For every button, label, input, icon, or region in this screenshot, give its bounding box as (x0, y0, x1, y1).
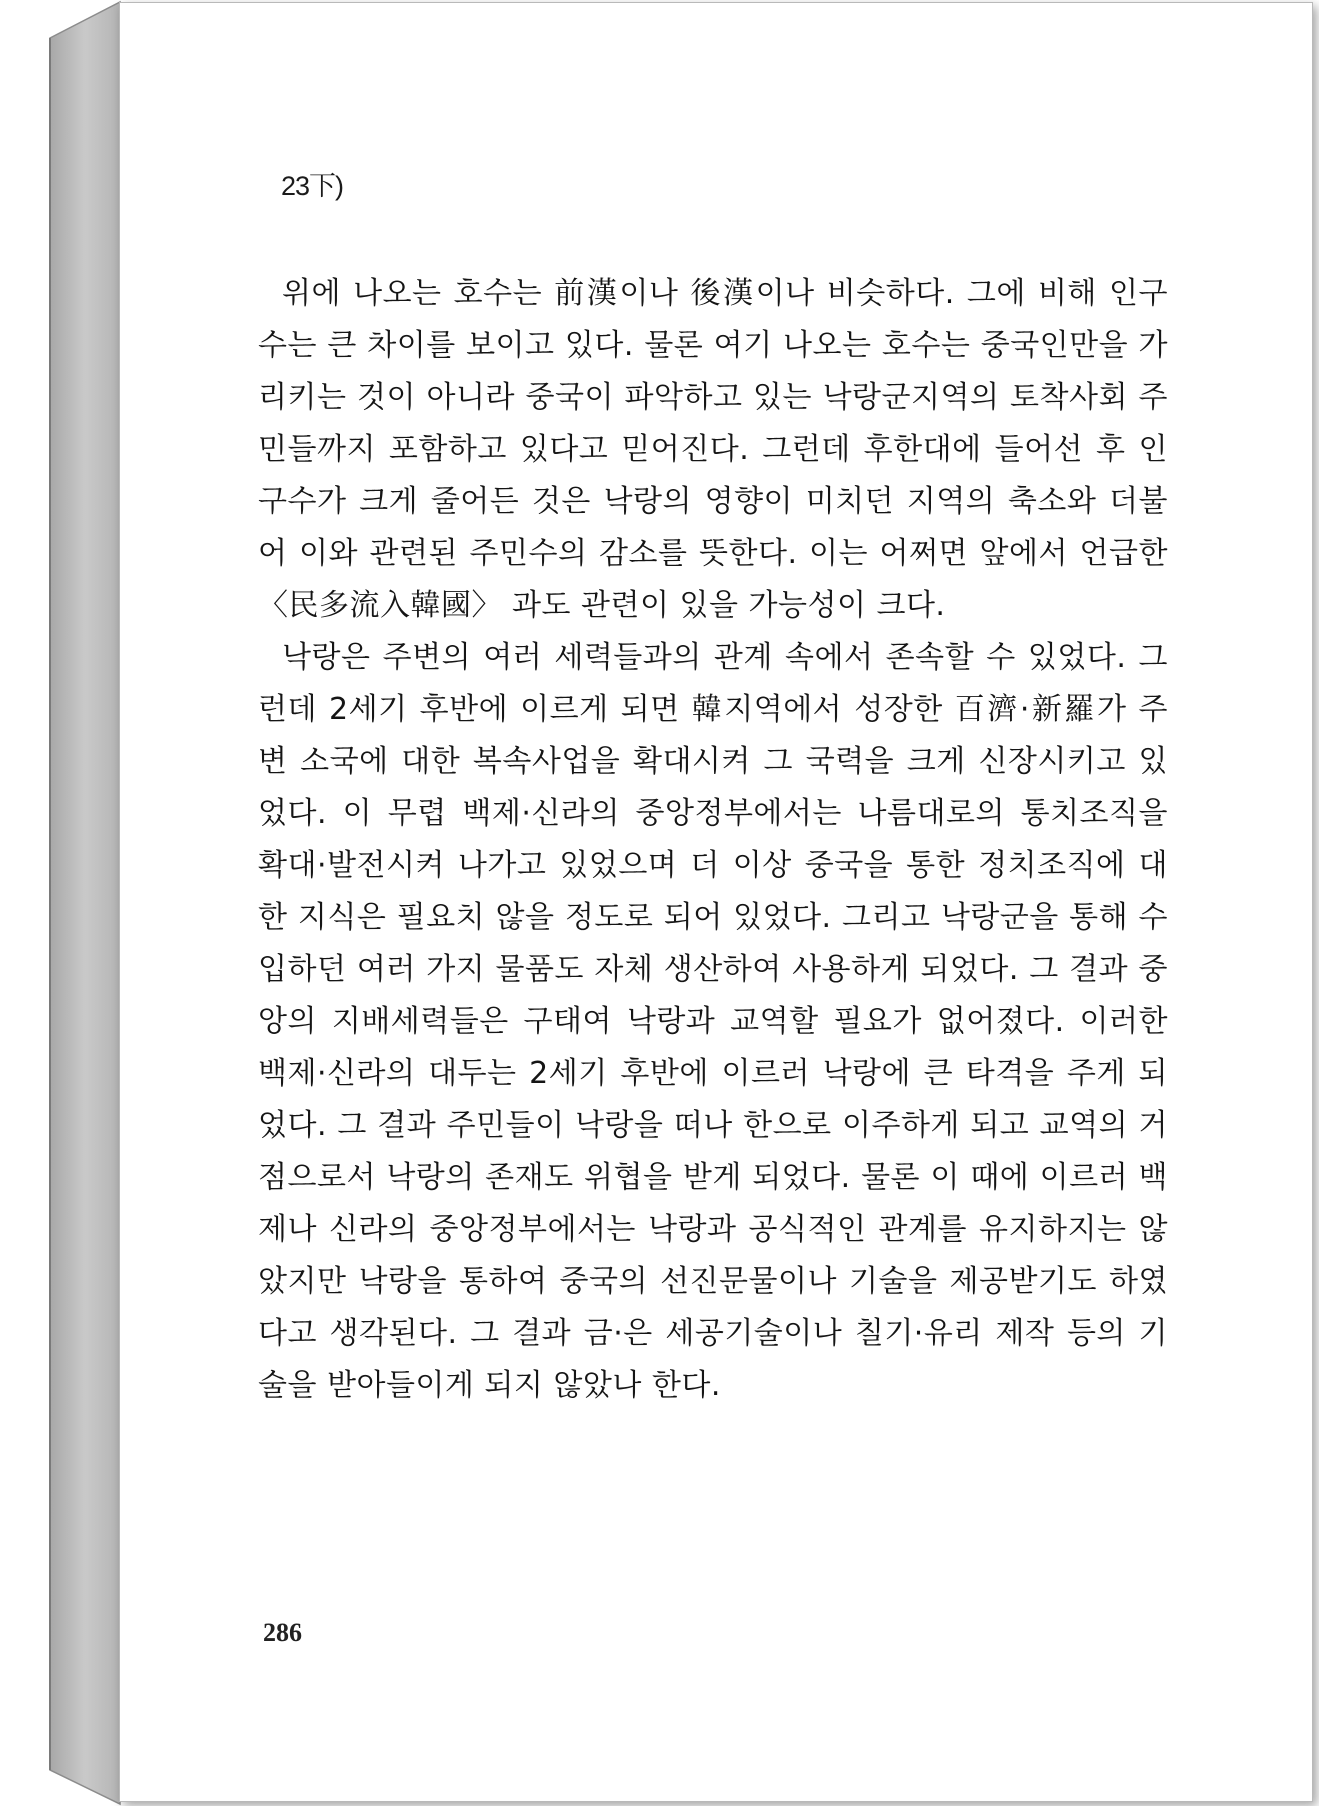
body-text (258, 268, 1168, 1412)
paragraph-1: 위에 나오는 호수는 前漢이나 後漢이나 비슷하다. 그에 비해 인구수는 큰 차이를 보이고 있다. 물론 여기 나오는 호수는 중국인만을 가리키는 것이 아니라 중국이 파악하고 있는 낙랑군지역의 토착사회 주민들까지 포함하고 있다고 믿어진다. 그런데 후한대에 들어선 후 인구수가 크게 줄어든 것은 낙랑의 영향이 미치던 지역의 축소와 더불어 이와 관련된 주민수의 감소를 뜻한다. 이는 어쩌면 앞에서 언급한 〈民多流入韓國〉 과도 관련이 있을 가능성이 크다. (258, 276, 1168, 623)
footnote-continuation: 23下) (281, 171, 344, 201)
page-number: 286 (263, 1618, 302, 1647)
paragraph-2: 낙랑은 주변의 여러 세력들과의 관계 속에서 존속할 수 있었다. 그런데 2세기 후반에 이르게 되면 韓지역에서 성장한 百濟·新羅가 주변 소국에 대한 복속사업을 확대시켜 그 국력을 크게 신장시키고 있었다. 이 무렵 백제·신라의 중앙정부에서는 나름대로의 통치조직을 확대·발전시켜 나가고 있었으며 더 이상 중국을 통한 정치조직에 대한 지식은 필요치 않을 정도로 되어 있었다. 그리고 낙랑군을 통해 수입하던 여러 가지 물품도 자체 생산하여 사용하게 되었다. 그 결과 중앙의 지배세력들은 구태여 낙랑과 교역할 필요가 없어졌다. 이러한 백제·신라의 대두는 2세기 후반에 이르러 낙랑에 큰 타격을 주게 되었다. 그 결과 주민들이 낙랑을 떠나 한으로 이주하게 되고 교역의 거점으로서 낙랑의 존재도 위협을 받게 되었다. 물론 이 때에 이르러 백제나 신라의 중앙정부에서는 낙랑과 공식적인 관계를 유지하지는 않았지만 낙랑을 통하여 중국의 선진문물이나 기술을 제공받기도 하였다고 생각된다. 그 결과 금·은 세공기술이나 칠기·유리 제작 등의 기술을 받아들이게 되지 않았나 한다. (258, 640, 1168, 1403)
